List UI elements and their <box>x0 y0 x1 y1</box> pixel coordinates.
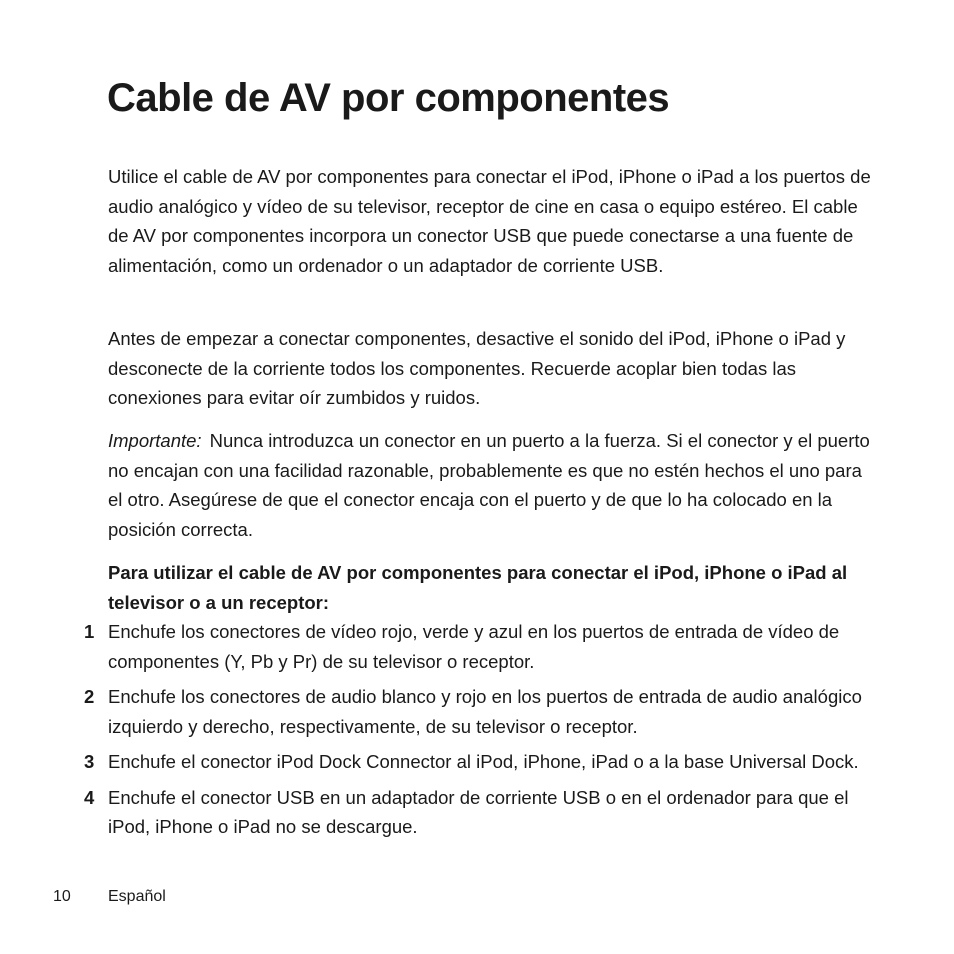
list-item <box>0 747 954 777</box>
page-title: Cable de AV por componentes <box>107 76 670 120</box>
page-number: 10 <box>53 888 71 905</box>
important-text: Nunca introduzca un conector en un puerto a la fuerza. Si el conector y el puerto no encajan con una facilidad razonable, probablemente es que no estén hechos el uno para el otro. Asegúrese de que el conector encaja con el puerto y de que lo ha colocado en la posición correcta. <box>108 430 870 540</box>
steps-list <box>0 617 954 848</box>
step-text: Enchufe el conector iPod Dock Connector al iPod, iPhone, iPad o a la base Universal Dock. <box>108 751 859 772</box>
steps-heading: Para utilizar el cable de AV por componentes para conectar el iPod, iPhone o iPad al televisor o a un receptor: <box>108 562 848 613</box>
footer-language: Español <box>108 888 166 905</box>
step-text: Enchufe los conectores de audio blanco y rojo en los puertos de entrada de audio analógico izquierdo y derecho, respectivamente, de su televisor o receptor. <box>108 686 862 737</box>
step-number: 1 <box>84 621 95 642</box>
list-item <box>0 617 954 676</box>
list-item <box>0 682 954 741</box>
step-number: 4 <box>84 786 95 808</box>
step-number: 3 <box>84 751 95 772</box>
list-item <box>0 783 954 842</box>
step-number: 2 <box>84 686 95 707</box>
important-label: Importante: <box>108 430 202 451</box>
intro-paragraph: Utilice el cable de AV por componentes para conectar el iPod, iPhone o iPad a los puertos de audio analógico y vídeo de su televisor, receptor de cine en casa o equipo estéreo. El cable de AV por componentes incorpora un conector USB que puede conectarse a una fuente de alimentación, como un ordenador o un adaptador de corriente USB. <box>108 166 871 276</box>
preparation-paragraph: Antes de empezar a conectar componentes, desactive el sonido del iPod, iPhone o iPad y desconecte de la corriente todos los componentes. Recuerde acoplar bien todas las conexiones para evitar oír zumbidos y ruidos. <box>108 328 846 408</box>
step-text: Enchufe los conectores de vídeo rojo, verde y azul en los puertos de entrada de vídeo de componentes (Y, Pb y Pr) de su televisor o receptor. <box>108 621 840 672</box>
important-note <box>108 426 878 544</box>
step-text: Enchufe el conector USB en un adaptador de corriente USB o en el ordenador para que el iPod, iPhone o iPad no se descargue. <box>108 786 849 837</box>
